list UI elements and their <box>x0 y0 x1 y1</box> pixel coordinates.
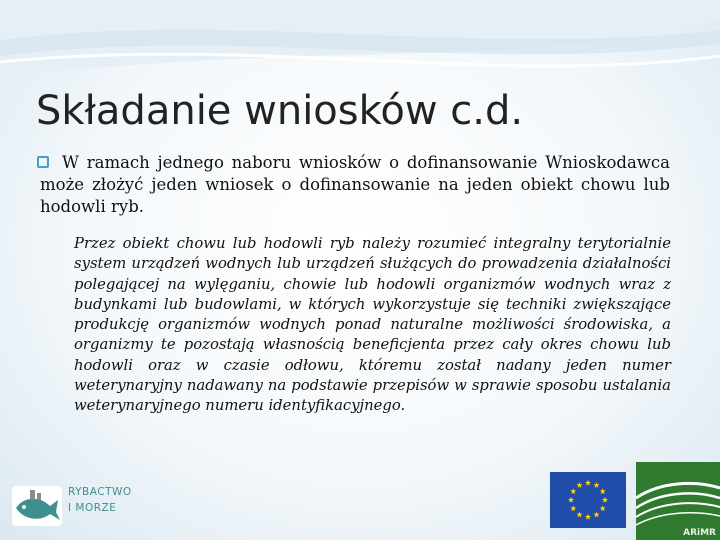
definition-paragraph: Przez obiekt chowu lub hodowli ryb należy rozumieć integralny terytorialnie system urządzeń wodnych lub urządzeń służących do prowadzenia działalności polegającej na wylęganiu, chowie lub hodowli organizmów wodnych wraz z budynkami lub budowlami, w których wykorzystuje się techniki zwiększające produkcję organizmów wodnych ponad naturalne możliwości środowiska, a organizmy te pozostają własnością beneficjenta przez cały okres chowu lub hodowli oraz w czasie odłowu, któremu został nadany jeden numer weterynaryjny nadawany na podstawie przepisów w sprawie sposobu ustalania weterynaryjnego numeru identyfikacyjnego. <box>74 235 671 415</box>
square-bullet-icon <box>37 156 49 168</box>
rybactwo-logo <box>10 484 150 530</box>
logo-line-1: RYBACTWO <box>68 486 132 498</box>
slide-title: Składanie wniosków c.d. <box>36 88 524 134</box>
bullet-item <box>40 152 670 218</box>
eu-flag-icon <box>550 472 626 528</box>
logo-line-2: I MORZE <box>68 502 117 514</box>
armir-logo-text: ARiMR <box>683 528 716 538</box>
fish-logo-icon <box>10 484 64 528</box>
armir-logo <box>636 462 720 540</box>
bullet-text: W ramach jednego naboru wniosków o dofinansowanie Wnioskodawca może złożyć jeden wniosek o dofinansowanie na jeden obiekt chowu lub hodowli ryb. <box>40 153 670 216</box>
rybactwo-logo-text <box>68 484 132 516</box>
